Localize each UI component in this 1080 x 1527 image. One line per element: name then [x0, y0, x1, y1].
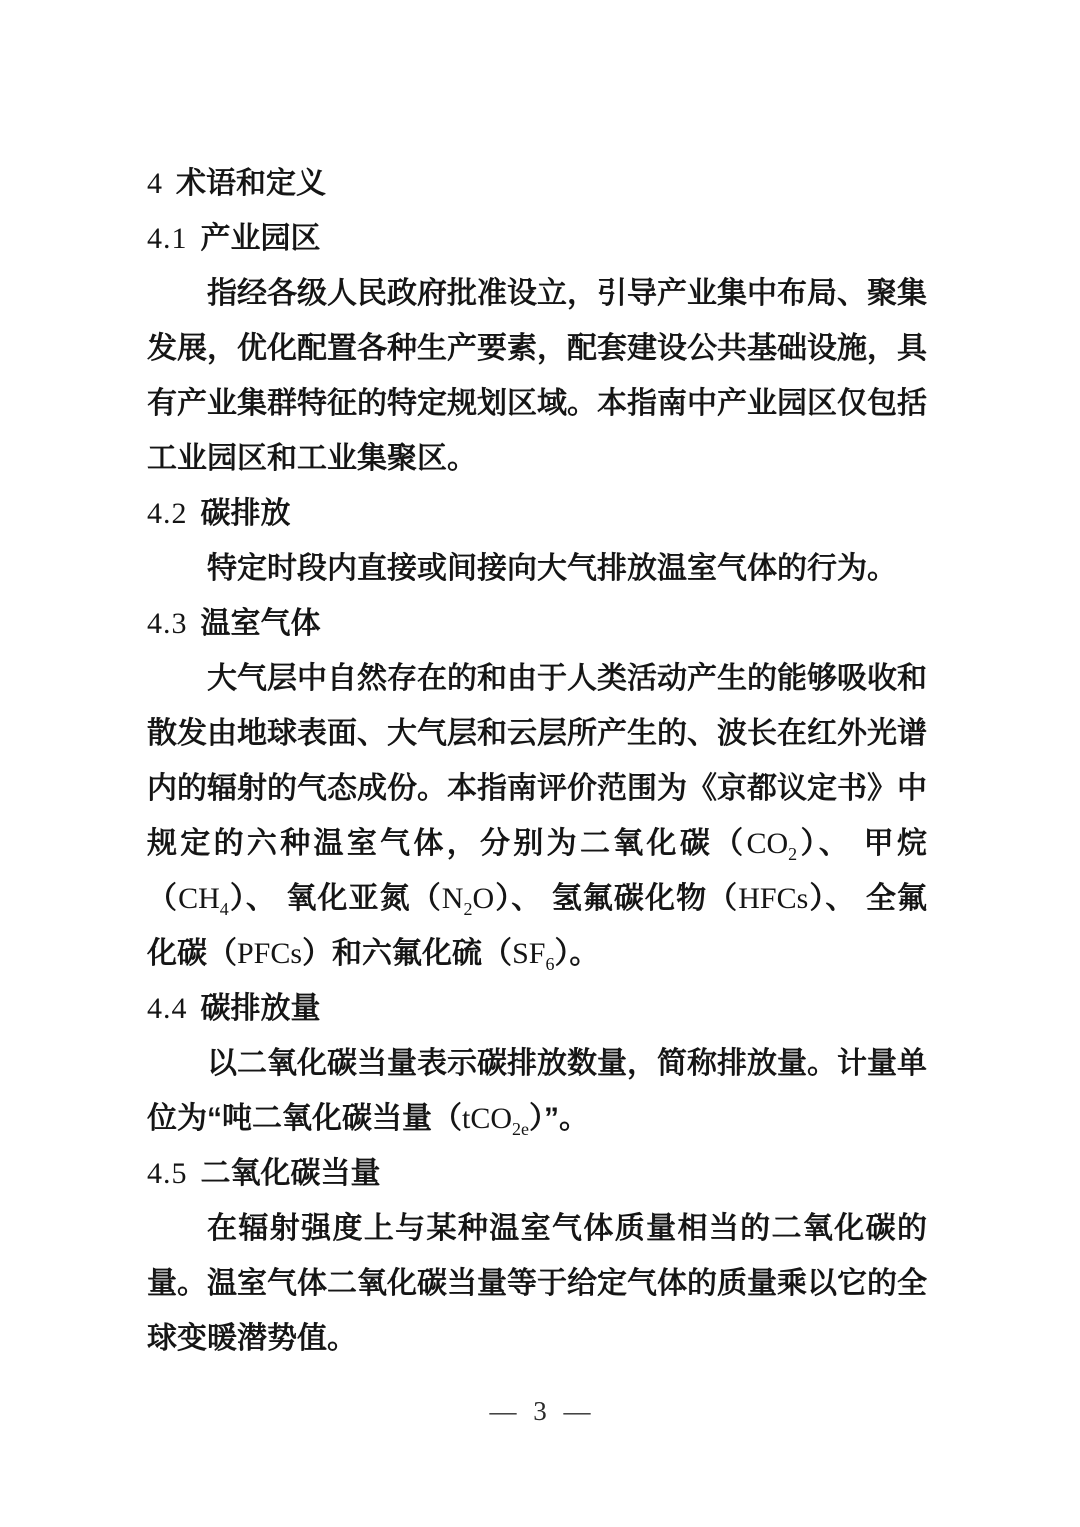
term-title: 碳排放: [200, 497, 291, 530]
term-definition-4-5: [147, 1201, 927, 1366]
text-run: ）。: [554, 937, 600, 970]
latin-text-run: SF: [512, 937, 546, 970]
term-heading-4-1: [147, 211, 927, 266]
text-run: ）、 全氟化碳（: [147, 882, 927, 970]
latin-text-run: CO: [746, 827, 789, 860]
term-definition-4-2: [147, 541, 927, 596]
term-number: 4.4: [147, 992, 188, 1025]
chapter-heading: [147, 156, 927, 211]
text-run: ）和六氟化硫（: [302, 937, 513, 970]
subscript: 6: [545, 954, 555, 974]
text-run: 以二氧化碳当量表示碳排放数量，简称排放量。计量单位为“吨二氧化碳当量（: [147, 1047, 927, 1135]
term-number: 4.3: [147, 607, 188, 640]
term-heading-4-5: [147, 1146, 927, 1201]
term-title: 温室气体: [200, 607, 321, 640]
chapter-number: 4: [147, 167, 163, 200]
text-run: ）、 氧化亚氮（: [228, 882, 442, 915]
term-heading-4-4: [147, 981, 927, 1036]
term-number: 4.5: [147, 1157, 188, 1190]
term-definition-4-3: [147, 651, 927, 981]
term-number: 4.2: [147, 497, 188, 530]
subscript: 2: [788, 844, 798, 864]
text-run: ）、 甲烷（: [147, 827, 927, 915]
text-run: 指经各级人民政府批准设立，引导产业集中布局、聚集发展，优化配置各种生产要素，配套建设公共基础设施，具有产业集群特征的特定规划区域。本指南中产业园区仅包括工业园区和工业集聚区。: [147, 277, 927, 475]
text-run: ）、 氢氟碳化物（: [494, 882, 739, 915]
latin-text-run: O: [472, 882, 495, 915]
latin-text-run: PFCs: [237, 937, 303, 970]
text-run: 大气层中自然存在的和由于人类活动产生的能够吸收和散发由地球表面、大气层和云层所产生的、波长在红外光谱内的辐射的气态成份。本指南评价范围为《京都议定书》中规定的六种温室气体，分别为二氧化碳（: [147, 662, 927, 860]
terms-and-definitions-section: [147, 156, 927, 1366]
term-title: 碳排放量: [200, 992, 321, 1025]
term-definition-4-1: [147, 266, 927, 486]
term-title: 二氧化碳当量: [200, 1157, 381, 1190]
latin-text-run: tCO: [462, 1102, 513, 1135]
term-heading-4-3: [147, 596, 927, 651]
page-footer: [0, 1396, 1080, 1427]
latin-text-run: CH: [178, 882, 220, 915]
term-title: 产业园区: [200, 222, 321, 255]
subscript: 2e: [512, 1119, 530, 1139]
term-definition-4-4: [147, 1036, 927, 1146]
chapter-title: 术语和定义: [176, 167, 326, 200]
subscript: 4: [219, 899, 229, 919]
term-heading-4-2: [147, 486, 927, 541]
latin-text-run: N: [441, 882, 464, 915]
text-run: ）”。: [529, 1102, 590, 1135]
latin-text-run: HFCs: [738, 882, 809, 915]
text-run: 特定时段内直接或间接向大气排放温室气体的行为。: [207, 552, 897, 585]
subscript: 2: [463, 899, 473, 919]
page-number: — 3 —: [489, 1396, 591, 1426]
term-number: 4.1: [147, 222, 188, 255]
text-run: 在辐射强度上与某种温室气体质量相当的二氧化碳的量。温室气体二氧化碳当量等于给定气体的质量乘以它的全球变暖潜势值。: [147, 1212, 927, 1355]
